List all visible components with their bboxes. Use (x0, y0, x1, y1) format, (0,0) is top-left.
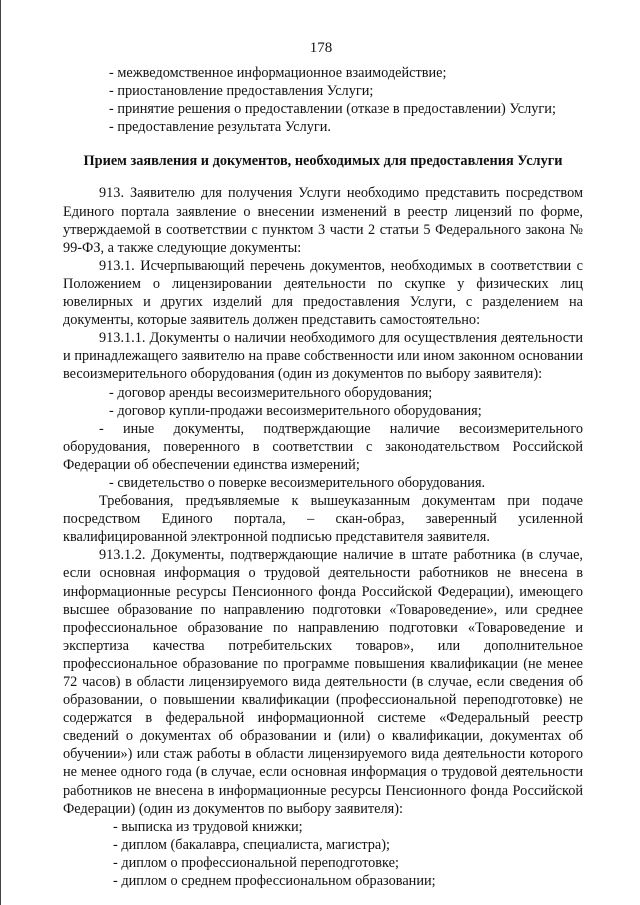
paragraph: 913.1.2. Документы, подтверждающие наличие в штате работника (в случае, если основная информация о трудовой деятельности работников не внесена в информационные ресурсы Пенсионного фонда Российской Федерации), имеющего высшее образование по направлению подготовки «Товароведение», или среднее профессиональное образование по направлению подготовки «Товароведение и экспертиза качества потребительских товаров», или дополнительное профессиональное образование по программе повышения квалификации (не менее 72 часов) в области лицензируемого вида деятельности (в случае, если сведения об образовании, о повышении квалификации (профессиональной переподготовке) не содержатся в федеральной информационной системе «Федеральный реестр сведений о документах об образовании и (или) о квалификации, документах об обучении») или стаж работы в области лицензируемого вида деятельности которого не менее одного года (в случае, если основная информация о трудовой деятельности работников не внесена в информационные ресурсы Пенсионного фонда Российской Федерации) (один из документов по выбору заявителя): (63, 547, 583, 817)
paragraph: - иные документы, подтверждающие наличие весоизмерительного оборудования, поверенного в соответствии с законодательством Российской Федерации об обеспечении единства измерений; (63, 420, 583, 473)
page-number: 178 (309, 40, 333, 56)
list-item: - договор купли-продажи весоизмерительного оборудования; (109, 402, 482, 419)
section-heading: Прием заявления и документов, необходимых для предоставления Услуги (83, 153, 563, 170)
list-item: - свидетельство о поверке весоизмерительного оборудования. (109, 474, 486, 491)
paragraph: Требования, предъявляемые к вышеуказанным документам при подаче посредством Единого портала, – скан-образ, заверенный усиленной квалифицированной электронной подписью представителя заявителя. (63, 493, 583, 546)
list-item: - диплом (бакалавра, специалиста, магистра); (113, 836, 390, 853)
list-item: - выписка из трудовой книжки; (113, 818, 303, 835)
list-item: - диплом о профессиональной переподготовке; (113, 854, 399, 871)
paragraph: 913.1. Исчерпывающий перечень документов, необходимых в соответствии с Положением о лицензировании деятельности по скупке у физических лиц ювелирных и других изделий для предоставления Услуги, с разделением на документы, которые заявитель должен представить самостоятельно: (63, 257, 583, 329)
list-item: - межведомственное информационное взаимодействие; (109, 65, 447, 81)
list-item: - принятие решения о предоставлении (отказе в предоставлении) Услуги; (109, 101, 556, 118)
list-item: - договор аренды весоизмерительного оборудования; (109, 384, 433, 401)
paragraph: 913.1.1. Документы о наличии необходимого для осуществления деятельности и принадлежащего заявителю на праве собственности или ином законном основании весоизмерительного оборудования (один из документов по выбору заявителя): (63, 330, 583, 383)
list-item: - предоставление результата Услуги. (109, 119, 331, 136)
paragraph: 913. Заявителю для получения Услуги необходимо представить посредством Единого портала заявление о внесении изменений в реестр лицензий по форме, утверждаемой в соответствии с пунктом 3 части 2 статьи 5 Федерального закона № 99-ФЗ, а также следующие документы: (63, 185, 583, 256)
list-item: - диплом о среднем профессиональном образовании; (113, 873, 436, 890)
document-body (63, 64, 583, 890)
list-item: - приостановление предоставления Услуги; (109, 83, 374, 100)
